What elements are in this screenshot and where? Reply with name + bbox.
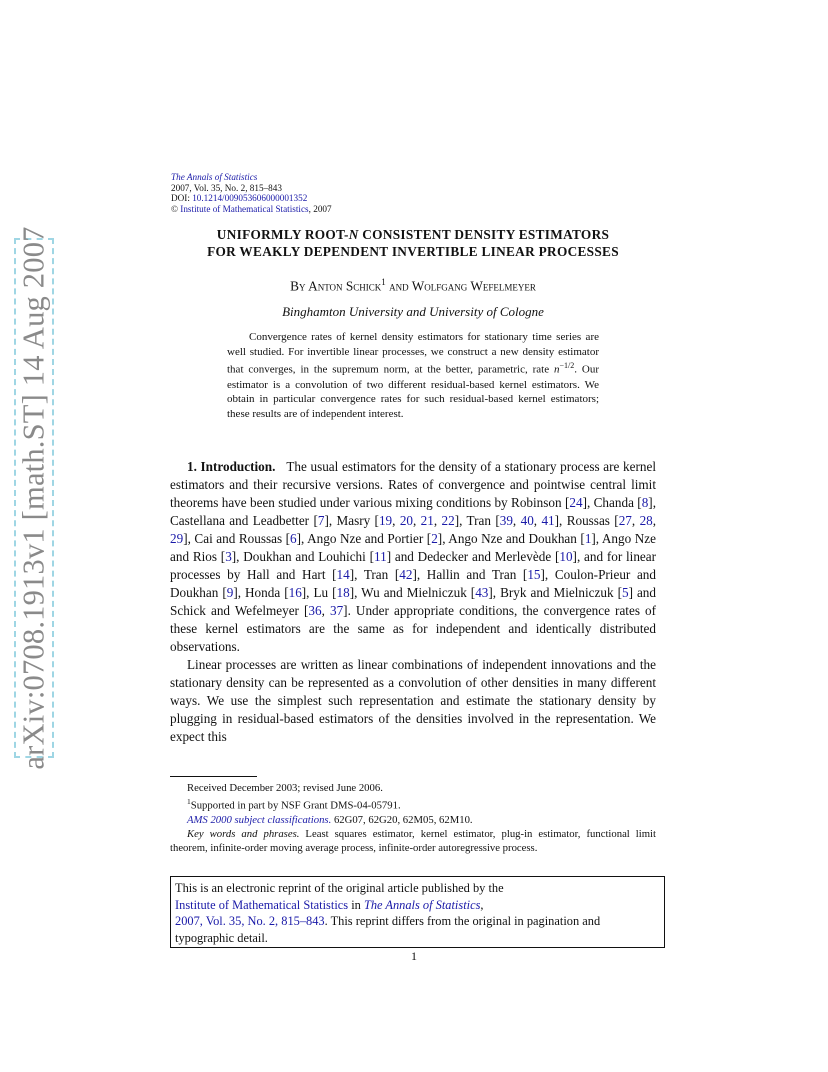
doi-label: DOI: — [171, 193, 193, 204]
footnotes — [170, 781, 656, 856]
paper-title — [150, 226, 676, 260]
citation-link[interactable]: 27 — [618, 513, 632, 528]
intro-text: ], Wu and Mielniczuk [ — [349, 585, 476, 600]
received-note: Received December 2003; revised June 2006. — [187, 782, 383, 794]
citation-link[interactable]: 15 — [527, 567, 541, 582]
reprint-in: in — [348, 897, 364, 912]
intro-text: ], Hallin and Tran [ — [412, 567, 528, 582]
intro-text: ], Honda [ — [233, 585, 289, 600]
keywords-text: Least squares estimator, kernel estimator, plug-in estimator, functional limit theorem, infinite-order moving average process, infinite-order autoregressive process. — [170, 828, 656, 855]
and-label: and — [385, 278, 412, 294]
citation-link[interactable]: 40 — [520, 513, 534, 528]
citation-link[interactable]: 5 — [621, 585, 629, 600]
citation-link[interactable]: 8 — [641, 495, 649, 510]
journal-volume: 2007, Vol. 35, No. 2, 815–843 — [171, 182, 282, 193]
intro-text: ], Ango Nze and Rios [ — [170, 531, 656, 564]
rate-base: n — [554, 364, 560, 377]
title-part: UNIFORMLY ROOT- — [216, 227, 349, 242]
intro-paragraph-2: Linear processes are written as linear combinations of independent innovations and the stationary density can be represented as a convolution of other densities in many different ways. We use the simplest such representation and estimate the stationary density by plugging in residual-based estimators of the densities involved in the representation. We expect this — [170, 657, 656, 744]
intro-text: ], Cai and Roussas [ — [183, 531, 291, 546]
intro-text: , — [321, 603, 330, 618]
citation-link[interactable]: 20 — [399, 513, 413, 528]
journal-link[interactable]: The Annals of Statistics — [363, 897, 481, 912]
support-text: Supported in part by NSF Grant DMS-04-05791. — [190, 799, 401, 812]
citation-link[interactable]: 24 — [569, 495, 583, 510]
citation-link[interactable]: 43 — [475, 585, 489, 600]
ams-codes: 62G07, 62G20, 62M05, 62M10. — [331, 813, 473, 826]
citation-link[interactable]: 37 — [329, 603, 344, 618]
reprint-text: . This reprint differs from the original in pagination and typographic detail. — [175, 914, 601, 945]
intro-text: ], Ango Nze and Doukhan [ — [437, 531, 585, 546]
intro-paragraph-1 — [170, 458, 656, 656]
affiliation: Binghamton University and University of Cologne — [282, 304, 544, 319]
title-n: N — [348, 227, 359, 242]
intro-text: ], Coulon-Prieur and Doukhan [ — [170, 567, 656, 600]
citation-link[interactable]: 7 — [317, 513, 325, 528]
abstract — [227, 330, 599, 422]
citation-link[interactable]: 1 — [584, 531, 592, 546]
citation-link[interactable]: 16 — [288, 585, 302, 600]
ams-classification — [170, 813, 656, 827]
citation-link[interactable]: 2 — [431, 531, 438, 546]
author-1-footnote-mark[interactable]: 1 — [381, 277, 386, 287]
citation-link[interactable]: 11 — [373, 549, 387, 564]
citation-link[interactable]: 2007, Vol. 35, No. 2, 815–843 — [175, 914, 325, 929]
reprint-text: This is an electronic reprint of the original article published by the — [175, 881, 504, 895]
author-1: Anton Schick — [308, 278, 382, 294]
page-number: 1 — [411, 949, 417, 963]
intro-text: ], Ango Nze and Portier [ — [296, 531, 432, 546]
footnote-rule — [170, 776, 257, 777]
title-line-2: FOR WEAKLY DEPENDENT INVERTIBLE LINEAR PROCESSES — [207, 244, 619, 259]
intro-text: ], Castellana and Leadbetter [ — [170, 495, 656, 528]
citation-link[interactable]: 6 — [290, 531, 297, 546]
citation-link[interactable]: 42 — [399, 567, 413, 582]
intro-text: ]. Under appropriate conditions, the convergence rates of these kernel estimators are the same as for independent and identically distributed observations. — [170, 603, 657, 654]
journal-name[interactable]: The Annals of Statistics — [171, 172, 258, 182]
keywords — [170, 827, 656, 855]
abstract-text: Convergence rates of kernel density estimators for stationary time series are well studied. For invertible linear processes, we construct a new density estimator that converges, in the supremum norm, at the better, parametric, rate — [227, 331, 599, 377]
title-line-1 — [150, 226, 676, 243]
intro-text: ], Masry [ — [324, 513, 379, 528]
intro-text: ] and Dedecker and Merlevède [ — [386, 549, 560, 564]
ams-classification-link[interactable]: AMS 2000 subject classifications. — [187, 813, 332, 826]
intro-text: ], Chanda [ — [582, 495, 642, 510]
intro-text: ], and for linear processes by Hall and Hart [ — [170, 549, 657, 582]
publisher-link[interactable]: Institute of Mathematical Statistics — [175, 897, 349, 912]
intro-text: ], Doukhan and Louhichi [ — [231, 549, 374, 564]
author-2: Wolfgang Wefelmeyer — [411, 278, 536, 294]
citation-link[interactable]: 9 — [226, 585, 234, 600]
title-part: CONSISTENT DENSITY ESTIMATORS — [358, 227, 610, 242]
arxiv-stamp[interactable]: arXiv:0708.1913v1 [math.ST] 14 Aug 2007 — [16, 226, 51, 770]
rate-exponent: −1/2 — [559, 361, 575, 371]
journal-header — [171, 172, 332, 214]
copyright-symbol: © — [171, 203, 178, 214]
support-note — [170, 795, 656, 813]
citation-link[interactable]: 29 — [170, 531, 184, 546]
intro-text: , — [413, 513, 421, 528]
intro-text: , — [392, 513, 400, 528]
intro-text: ], Bryk and Mielniczuk [ — [488, 585, 622, 600]
intro-text: , — [533, 513, 542, 528]
journal-copyright-line — [171, 204, 332, 215]
citation-link[interactable]: 21 — [420, 513, 434, 528]
keywords-label: Key words and phrases. — [187, 828, 300, 841]
reprint-comma: , — [480, 897, 484, 912]
intro-text: ], Tran [ — [349, 567, 400, 582]
section-heading: 1. Introduction. — [187, 459, 276, 474]
intro-text: ], Lu [ — [301, 585, 337, 600]
intro-text: ], Tran [ — [454, 513, 500, 528]
reprint-notice — [170, 876, 665, 948]
intro-text: , — [652, 513, 657, 528]
intro-text: The usual estimators for the density of a stationary process are kernel estimators and their recursive versions. Rates of convergence and pointwise central limit theorems have been studied under various mixing conditions by Robinson [ — [170, 459, 656, 510]
journal-doi-line — [171, 193, 332, 204]
intro-text: ], Roussas [ — [554, 513, 619, 528]
citation-link[interactable]: 14 — [336, 567, 350, 582]
citation-link[interactable]: 10 — [559, 549, 573, 564]
citation-link[interactable]: 41 — [541, 513, 555, 528]
citation-link[interactable]: 3 — [225, 549, 232, 564]
intro-text: ] and Schick and Wefelmeyer [ — [170, 585, 656, 618]
citation-link[interactable]: 39 — [499, 513, 513, 528]
support-mark: 1 — [187, 797, 191, 807]
intro-text: , — [433, 513, 442, 528]
copyright-holder-link[interactable]: Institute of Mathematical Statistics — [180, 203, 309, 214]
citation-link[interactable]: 28 — [639, 513, 653, 528]
section-introduction — [170, 458, 656, 746]
citation-link[interactable]: 18 — [336, 585, 350, 600]
author-line — [150, 277, 676, 294]
by-label: By — [290, 278, 309, 294]
citation-link[interactable]: 19 — [378, 513, 393, 528]
intro-text: , — [512, 513, 521, 528]
doi-link[interactable]: 10.1214/009053606000001352 — [192, 193, 308, 204]
citation-link[interactable]: 36 — [308, 603, 322, 618]
intro-text: , — [631, 513, 640, 528]
copyright-year: , 2007 — [308, 203, 332, 214]
citation-link[interactable]: 22 — [441, 513, 455, 528]
abstract-text: . Our estimator is a convolution of two different residual-based kernel estimators. We obtain in particular convergence rates for such residual-based kernel estimators; these results are of independent interest. — [227, 364, 599, 421]
